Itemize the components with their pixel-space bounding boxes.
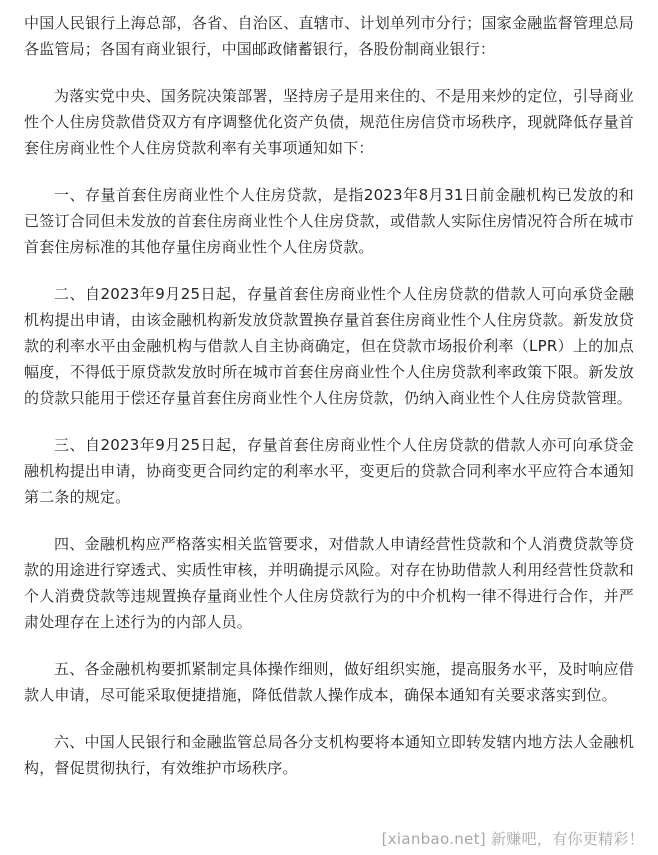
intro-paragraph: 为落实党中央、国务院决策部署，坚持房子是用来住的、不是用来炒的定位，引导商业性个人住房贷款借贷双方有序调整优化资产负债，规范住房信贷市场秩序，现就降低存量首套住房商业性个人住房贷款利率有关事项通知如下： xyxy=(24,87,634,157)
item-paragraph-1: 一、存量首套住房商业性个人住房贷款，是指2023年8月31日前金融机构已发放的和已签订合同但未发放的首套住房商业性个人住房贷款，或借款人实际住房情况符合所在城市首套住房标准的其他存量住房商业性个人住房贷款。 xyxy=(24,186,634,256)
item-paragraph-5: 五、各金融机构要抓紧制定具体操作细则，做好组织实施，提高服务水平，及时响应借款人申请，尽可能采取便捷措施，降低借款人操作成本，确保本通知有关要求落实到位。 xyxy=(24,660,634,704)
addressee-paragraph: 中国人民银行上海总部，各省、自治区、直辖市、计划单列市分行；国家金融监督管理总局各监管局；各国有商业银行，中国邮政储蓄银行，各股份制商业银行： xyxy=(24,14,634,58)
notice-document xyxy=(24,10,634,802)
item-paragraph-4: 四、金融机构应严格落实相关监管要求，对借款人申请经营性贷款和个人消费贷款等贷款的用途进行穿透式、实质性审核，并明确提示风险。对存在协助借款人利用经营性贷款和个人消费贷款等违规置换存量商业性个人住房贷款行为的中介机构一律不得进行合作，并严肃处理存在上述行为的内部人员。 xyxy=(24,535,634,631)
item-paragraph-2: 二、自2023年9月25日起，存量首套住房商业性个人住房贷款的借款人可向承贷金融机构提出申请，由该金融机构新发放贷款置换存量首套住房商业性个人住房贷款。新发放贷款的利率水平由金融机构与借款人自主协商确定，但在贷款市场报价利率（LPR）上的加点幅度，不得低于原贷款发放时所在城市首套住房商业性个人住房贷款利率政策下限。新发放的贷款只能用于偿还存量首套住房商业性个人住房贷款，仍纳入商业性个人住房贷款管理。 xyxy=(24,285,634,407)
site-watermark: [xianbao.net] 新赚吧，有你更精彩！ xyxy=(381,830,644,848)
item-paragraph-6: 六、中国人民银行和金融监管总局各分支机构要将本通知立即转发辖内地方法人金融机构，督促贯彻执行，有效维护市场秩序。 xyxy=(24,733,634,777)
item-paragraph-3: 三、自2023年9月25日起，存量首套住房商业性个人住房贷款的借款人亦可向承贷金融机构提出申请，协商变更合同约定的利率水平，变更后的贷款合同利率水平应符合本通知第二条的规定。 xyxy=(24,436,634,506)
